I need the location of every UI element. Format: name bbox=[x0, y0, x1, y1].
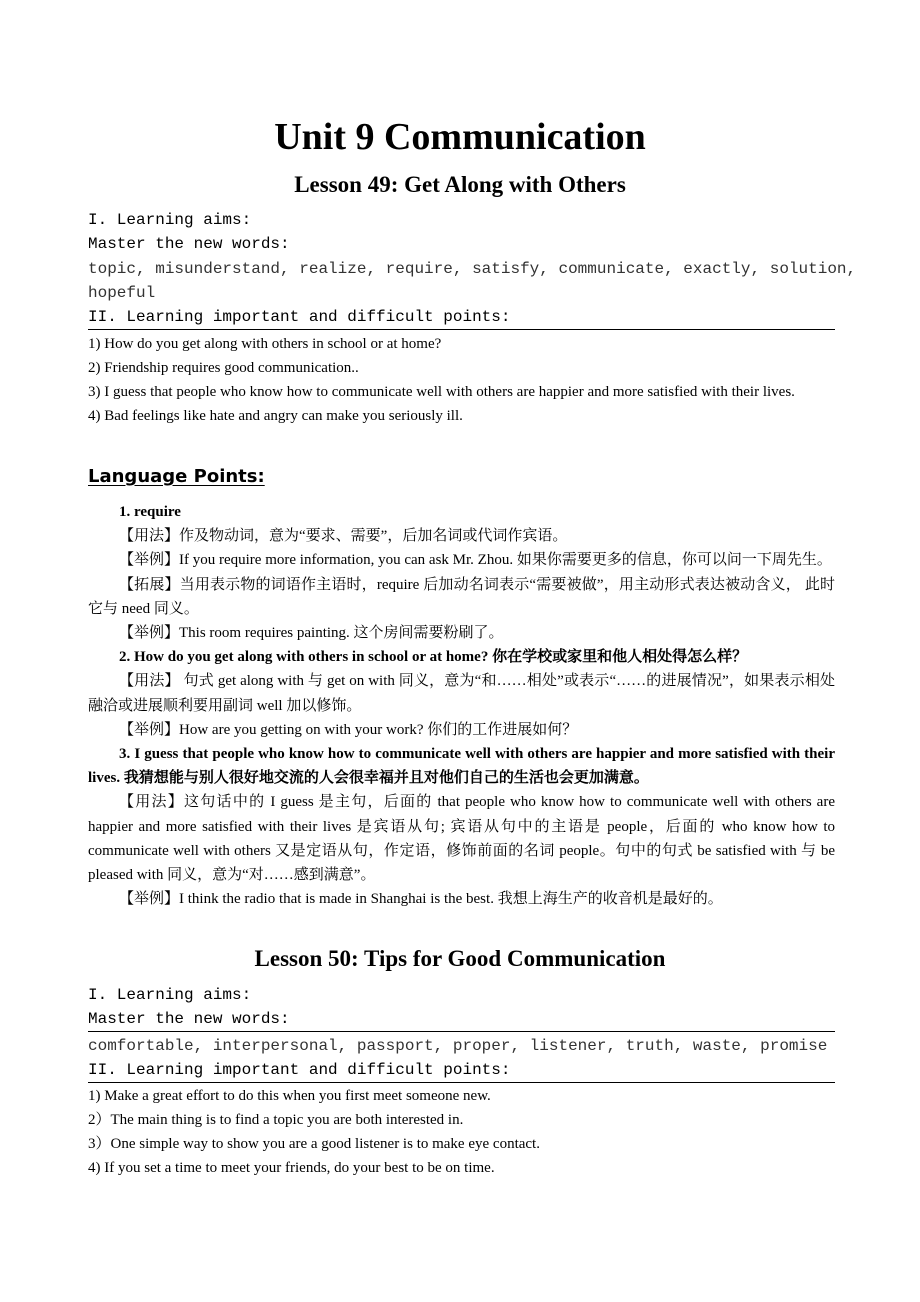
lesson-49-points-list bbox=[88, 332, 835, 428]
language-points-notes bbox=[88, 500, 835, 911]
list-item: 3）One simple way to show you are a good listener is to make eye contact. bbox=[88, 1136, 540, 1152]
lesson-50-words-heading: Master the new words: bbox=[88, 1010, 290, 1028]
point-1-usage: 【用法】作及物动词，意为“要求、需要”，后加名词或代词作宾语。 bbox=[119, 528, 568, 545]
list-item: 1) How do you get along with others in school or at home? bbox=[88, 336, 442, 352]
lesson-50-points-list bbox=[88, 1084, 835, 1180]
divider bbox=[88, 329, 835, 330]
divider bbox=[88, 1082, 835, 1083]
point-1-title: 1. require bbox=[119, 504, 181, 520]
point-3-example: 【举例】I think the radio that is made in Shanghai is the best. 我想上海生产的收音机是最好的。 bbox=[119, 891, 723, 908]
point-3-usage: 【用法】这句话中的 I guess 是主句，后面的 that people who know how to communicate well with others are happier and more satisfied with their lives 是宾语从句; 宾语从句中的主语是 people，后面的 who know how to communicate well with others 又是定语从句，作定语，修饰前面的名词 people。句中的句式 be satisfied with 与 be pleased with 同义，意为“对……感到满意”。 bbox=[88, 794, 835, 884]
list-item: 2) Friendship requires good communication.. bbox=[88, 360, 359, 376]
point-2-usage: 【用法】 句式 get along with 与 get on with 同义，意为“和……相处”或表示“……的进展情况”，如果表示相处融洽或进展顺利要用副词 well 加以修饰。 bbox=[88, 673, 835, 714]
point-1-extension: 【拓展】当用表示物的词语作主语时，require 后加动名词表示“需要被做”，用主动形式表达被动含义， 此时它与 need 同义。 bbox=[88, 576, 835, 617]
lesson-49-words-line-2: hopeful bbox=[88, 284, 156, 302]
lesson-50-aims-heading: I. Learning aims: bbox=[88, 986, 252, 1004]
list-item: 1) Make a great effort to do this when you first meet someone new. bbox=[88, 1088, 491, 1104]
list-item: 4) Bad feelings like hate and angry can make you seriously ill. bbox=[88, 408, 463, 424]
lesson-49-words-heading: Master the new words: bbox=[88, 235, 290, 253]
lesson-50-words-line-1: comfortable, interpersonal, passport, proper, listener, truth, waste, promise bbox=[88, 1037, 828, 1055]
point-3-title: 3. I guess that people who know how to communicate well with others are happier and more satisfied with their lives. 我猜想能与别人很好地交流的人会很幸福并且对他们自己的生活也会更加满意。 bbox=[88, 746, 835, 787]
point-2-title: 2. How do you get along with others in school or at home? 你在学校或家里和他人相处得怎么样？ bbox=[119, 649, 748, 666]
lesson-49-points-heading: II. Learning important and difficult points: bbox=[88, 308, 511, 326]
list-item: 4) If you set a time to meet your friends, do your best to be on time. bbox=[88, 1160, 495, 1176]
list-item: 2）The main thing is to find a topic you are both interested in. bbox=[88, 1112, 464, 1128]
lesson-50-title: Lesson 50: Tips for Good Communication bbox=[254, 946, 666, 971]
unit-title: Unit 9 Communication bbox=[274, 116, 646, 158]
lesson-49-words-line-1: topic, misunderstand, realize, require, satisfy, communicate, exactly, solution, bbox=[88, 260, 857, 278]
lesson-49-aims-heading: I. Learning aims: bbox=[88, 211, 252, 229]
point-1-example-2: 【举例】This room requires painting. 这个房间需要粉刷了。 bbox=[119, 625, 504, 642]
language-points-heading: Language Points: bbox=[88, 466, 265, 487]
lesson-49-title: Lesson 49: Get Along with Others bbox=[294, 172, 626, 197]
divider bbox=[88, 1031, 835, 1032]
list-item: 3) I guess that people who know how to communicate well with others are happier and more satisfied with their lives. bbox=[88, 384, 795, 400]
point-1-example: 【举例】If you require more information, you can ask Mr. Zhou. 如果你需要更多的信息，你可以问一下周先生。 bbox=[119, 552, 832, 569]
lesson-50-points-heading: II. Learning important and difficult points: bbox=[88, 1061, 511, 1079]
point-2-example: 【举例】How are you getting on with your work? 你们的工作进展如何？ bbox=[119, 721, 578, 738]
